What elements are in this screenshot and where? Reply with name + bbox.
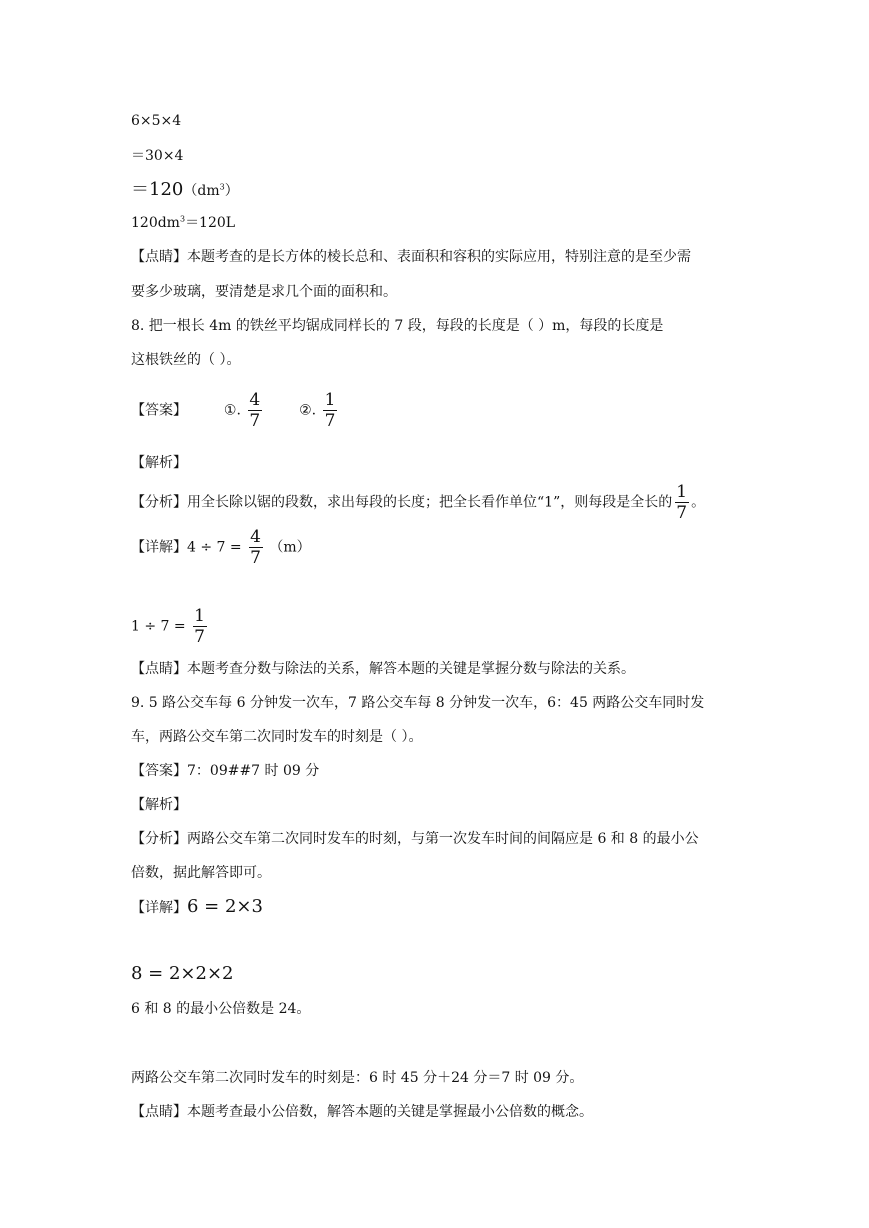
- prev-comment-label: 【点睛】: [131, 249, 187, 265]
- q8-fenxi-text: 用全长除以锯的段数，求出每段的长度；把全长看作单位“1”，则每段是全长的: [187, 494, 673, 511]
- q9-comment: [131, 1102, 593, 1122]
- calc-step-3-unit-close: ）: [224, 183, 239, 199]
- q8-text-line-1: 8. 把一根长 4m 的铁丝平均锯成同样长的 7 段，每段的长度是（ ）m，每段的长度是: [131, 318, 664, 334]
- calc-step-3-value: ＝120: [131, 179, 184, 200]
- q8-answer2-mark: ②.: [299, 402, 317, 419]
- q8-detail1-denominator: 7: [250, 548, 261, 568]
- q8-detail1-fraction: [248, 527, 263, 568]
- q8-fenxi-numerator: 1: [676, 482, 688, 502]
- q9-text-line-1: 9. 5 路公交车每 6 分钟发一次车，7 路公交车每 8 分钟发一次车，6：45 两路公交车同时发: [131, 695, 705, 711]
- prev-comment-text-1: 本题考查的是长方体的棱长总和、表面积和容积的实际应用，特别注意的是至少需: [187, 249, 691, 265]
- q9-answer: [131, 761, 319, 781]
- q8-detail2-numerator: 1: [194, 606, 205, 626]
- unit-conversion-sup: 3: [179, 214, 186, 224]
- unit-conversion-a: 120dm: [131, 215, 180, 231]
- unit-conversion: [131, 213, 235, 233]
- q8-answer: [131, 390, 339, 434]
- q8-detail1-unit: （m）: [269, 539, 311, 556]
- q8-comment-label: 【点睛】: [131, 661, 187, 677]
- q8-fenxi-end: 。: [691, 494, 706, 511]
- q9-detail1-expr: 6 = 2×3: [187, 896, 263, 917]
- q8-detail1-expr: 4 ÷ 7 =: [187, 539, 242, 556]
- q9-answer-text: 7：09##7 时 09 分: [187, 763, 320, 779]
- q9-detail-4: 两路公交车第二次同时发车的时刻是：6 时 45 分＋24 分＝7 时 09 分。: [131, 1070, 584, 1086]
- calc-step-3: [131, 180, 239, 201]
- q8-answer1-numerator: 4: [249, 390, 261, 410]
- q9-text-line-2: 车，两路公交车第二次同时发车的时刻是（ ）。: [131, 729, 423, 745]
- q9-detail-3: 6 和 8 的最小公倍数是 24。: [131, 1001, 311, 1017]
- q8-answer2-fraction: [323, 390, 338, 431]
- q9-detail-label: 【详解】: [131, 900, 187, 916]
- q8-answer-label: 【答案】: [131, 402, 187, 419]
- q9-answer-label: 【答案】: [131, 763, 187, 779]
- q8-fenxi-fraction: [674, 482, 689, 523]
- calc-step-2: ＝30×4: [131, 148, 184, 164]
- q8-comment: [131, 659, 635, 679]
- prev-comment-line-1: [131, 247, 691, 267]
- q8-detail2-fraction: [192, 606, 207, 647]
- calc-step-1: 6×5×4: [131, 113, 182, 129]
- q8-detail-1: [131, 527, 311, 568]
- q8-detail1-numerator: 4: [250, 527, 261, 547]
- q9-comment-text: 本题考查最小公倍数，解答本题的关键是掌握最小公倍数的概念。: [187, 1104, 593, 1120]
- q8-comment-text: 本题考查分数与除法的关系，解答本题的关键是掌握分数与除法的关系。: [187, 661, 635, 677]
- q9-fenxi-line-1: [131, 829, 699, 849]
- q8-answer2-numerator: 1: [324, 390, 336, 410]
- calc-step-3-unit-open: （dm: [183, 183, 220, 199]
- unit-conversion-b: ＝120L: [185, 215, 236, 231]
- q8-answer1-denominator: 7: [249, 411, 261, 431]
- q9-analysis-label: 【解析】: [131, 797, 187, 813]
- q9-detail-1: [131, 897, 263, 918]
- q9-fenxi-line-2: 倍数，据此解答即可。: [131, 865, 271, 881]
- q8-detail-label: 【详解】: [131, 539, 187, 556]
- q8-analysis-label: 【解析】: [131, 455, 187, 471]
- q9-fenxi-label: 【分析】: [131, 831, 187, 847]
- calc-step-3-unit-sup: 3: [219, 182, 225, 192]
- q8-fenxi-label: 【分析】: [131, 494, 187, 511]
- q8-text-line-2: 这根铁丝的（ ）。: [131, 352, 241, 368]
- q8-fenxi: [131, 482, 705, 523]
- q8-answer1-mark: ①.: [223, 402, 241, 419]
- q8-detail-2: [131, 606, 209, 647]
- q8-detail2-expr: 1 ÷ 7 =: [131, 618, 186, 635]
- q8-fenxi-denominator: 7: [676, 503, 688, 523]
- q9-comment-label: 【点睛】: [131, 1104, 187, 1120]
- q8-answer2-denominator: 7: [324, 411, 336, 431]
- q9-fenxi-text-1: 两路公交车第二次同时发车的时刻，与第一次发车时间的间隔应是 6 和 8 的最小公: [187, 831, 699, 847]
- q9-detail-2: 8 = 2×2×2: [131, 963, 234, 984]
- prev-comment-line-2: 要多少玻璃，要清楚是求几个面的面积和。: [131, 284, 397, 300]
- q8-detail2-denominator: 7: [194, 627, 205, 647]
- q8-answer1-fraction: [247, 390, 262, 431]
